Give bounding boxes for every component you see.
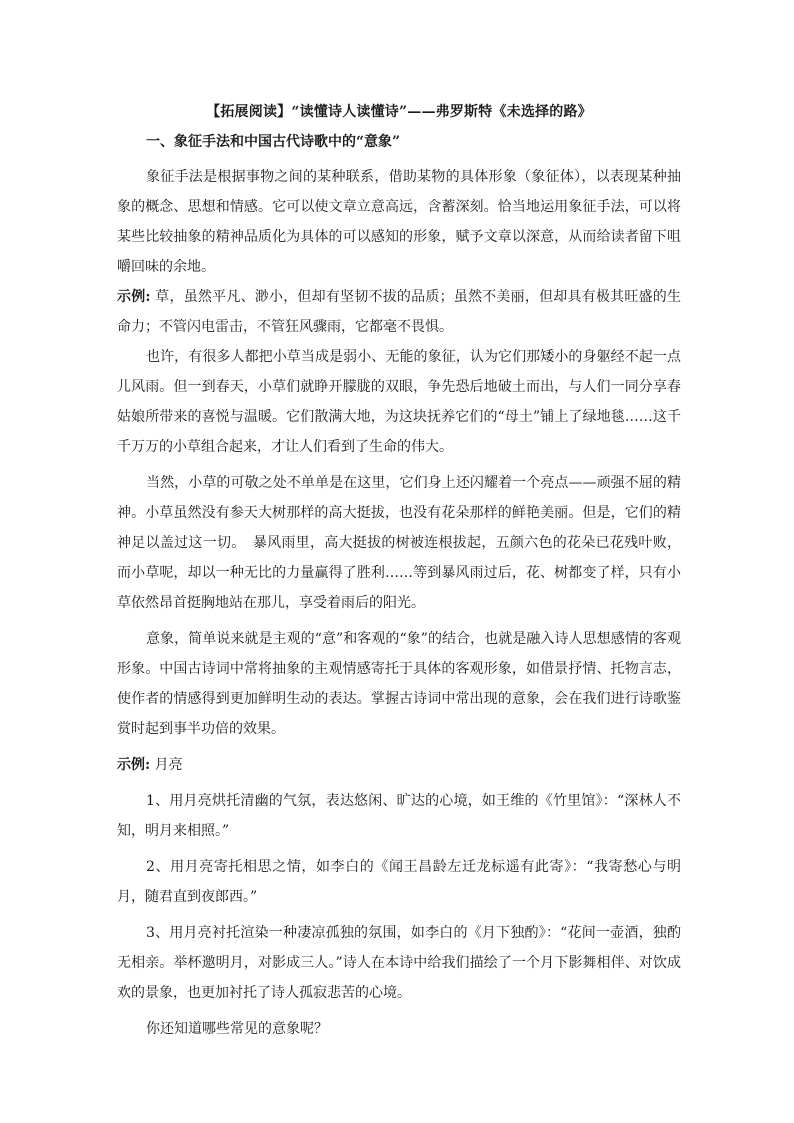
example-label: 示例: [117,289,151,305]
example-text: 月亮 [154,757,183,773]
list-item-2: 2、用月亮寄托相思之情，如李白的《闻王昌龄左迁龙标遥有此寄》：“我寄愁心与明月，随君直到夜郎西。” [117,859,681,905]
section-heading: 一、象征手法和中国古代诗歌中的“意象” [146,134,401,150]
paragraph-grass-spirit: 当然，小草的可敬之处不单单是在这里，它们身上还闪耀着一个亮点——顽强不屈的精神。小草虽然没有参天大树那样的高大挺拔，也没有花朵那样的鲜艳美丽。但是，它们的精神足以盖过这一切。 暴风雨里，高大挺拔的树被连根拔起，五颜六色的花朵已花残叶败，而小草呢，却以一种无比的力量赢得了胜利……等到暴风雨过后，花、树都变了样，只有小草依然昂首挺胸地站在那儿，享受着雨后的阳光。 [117,475,681,611]
list-item-1: 1、用月亮烘托清幽的气氛，表达悠闲、旷达的心境，如王维的《竹里馆》：“深林人不知，明月来相照。” [117,793,681,839]
example-moon [117,750,681,780]
paragraph-grass-weak: 也许，有很多人都把小草当成是弱小、无能的象征，认为它们那矮小的身躯经不起一点儿风雨。但一到春天，小草们就睁开朦胧的双眼，争先恐后地破土而出，与人们一同分享春姑娘所带来的喜悦与温暖。它们散满大地，为这块抚养它们的“母土”铺上了绿地毯……这千千万万的小草组合起来，才让人们看到了生命的伟大。 [117,349,681,455]
closing-question: 你还知道哪些常见的意象呢？ [146,1021,328,1037]
example-grass [117,282,681,342]
list-item-3: 3、用月亮衬托渲染一种凄凉孤独的氛围，如李白的《月下独酌》：“花间一壶酒，独酌无相亲。举杯邀明月，对影成三人。”诗人在本诗中给我们描绘了一个月下影舞相伴、对饮成欢的景象，也更加衬托了诗人孤寂悲苦的心境。 [117,925,681,1001]
example-text: 草，虽然平凡、渺小，但却有坚韧不拔的品质；虽然不美丽，但却具有极其旺盛的生命力；不管闪电雷击，不管狂风骤雨，它都毫不畏惧。 [117,289,682,335]
document-title: 【拓展阅读】“读懂诗人读懂诗”——弗罗斯特《未选择的路》 [206,104,592,120]
example-label: 示例: [117,757,151,773]
paragraph-imagery: 意象，简单说来就是主观的“意”和客观的“象”的结合，也就是融入诗人思想感情的客观形象。中国古诗词中常将抽象的主观情感寄托于具体的客观形象，如借景抒情、托物言志，使作者的情感得到更加鲜明生动的表达。掌握古诗词中常出现的意象，会在我们进行诗歌鉴赏时起到事半功倍的效果。 [117,631,681,737]
paragraph-symbolism: 象征手法是根据事物之间的某种联系，借助某物的具体形象（象征体），以表现某种抽象的概念、思想和情感。它可以使文章立意高远，含蓄深刻。恰当地运用象征手法，可以将某些比较抽象的精神品质化为具体的可以感知的形象，赋予文章以深意，从而给读者留下咀嚼回味的余地。 [117,169,681,275]
